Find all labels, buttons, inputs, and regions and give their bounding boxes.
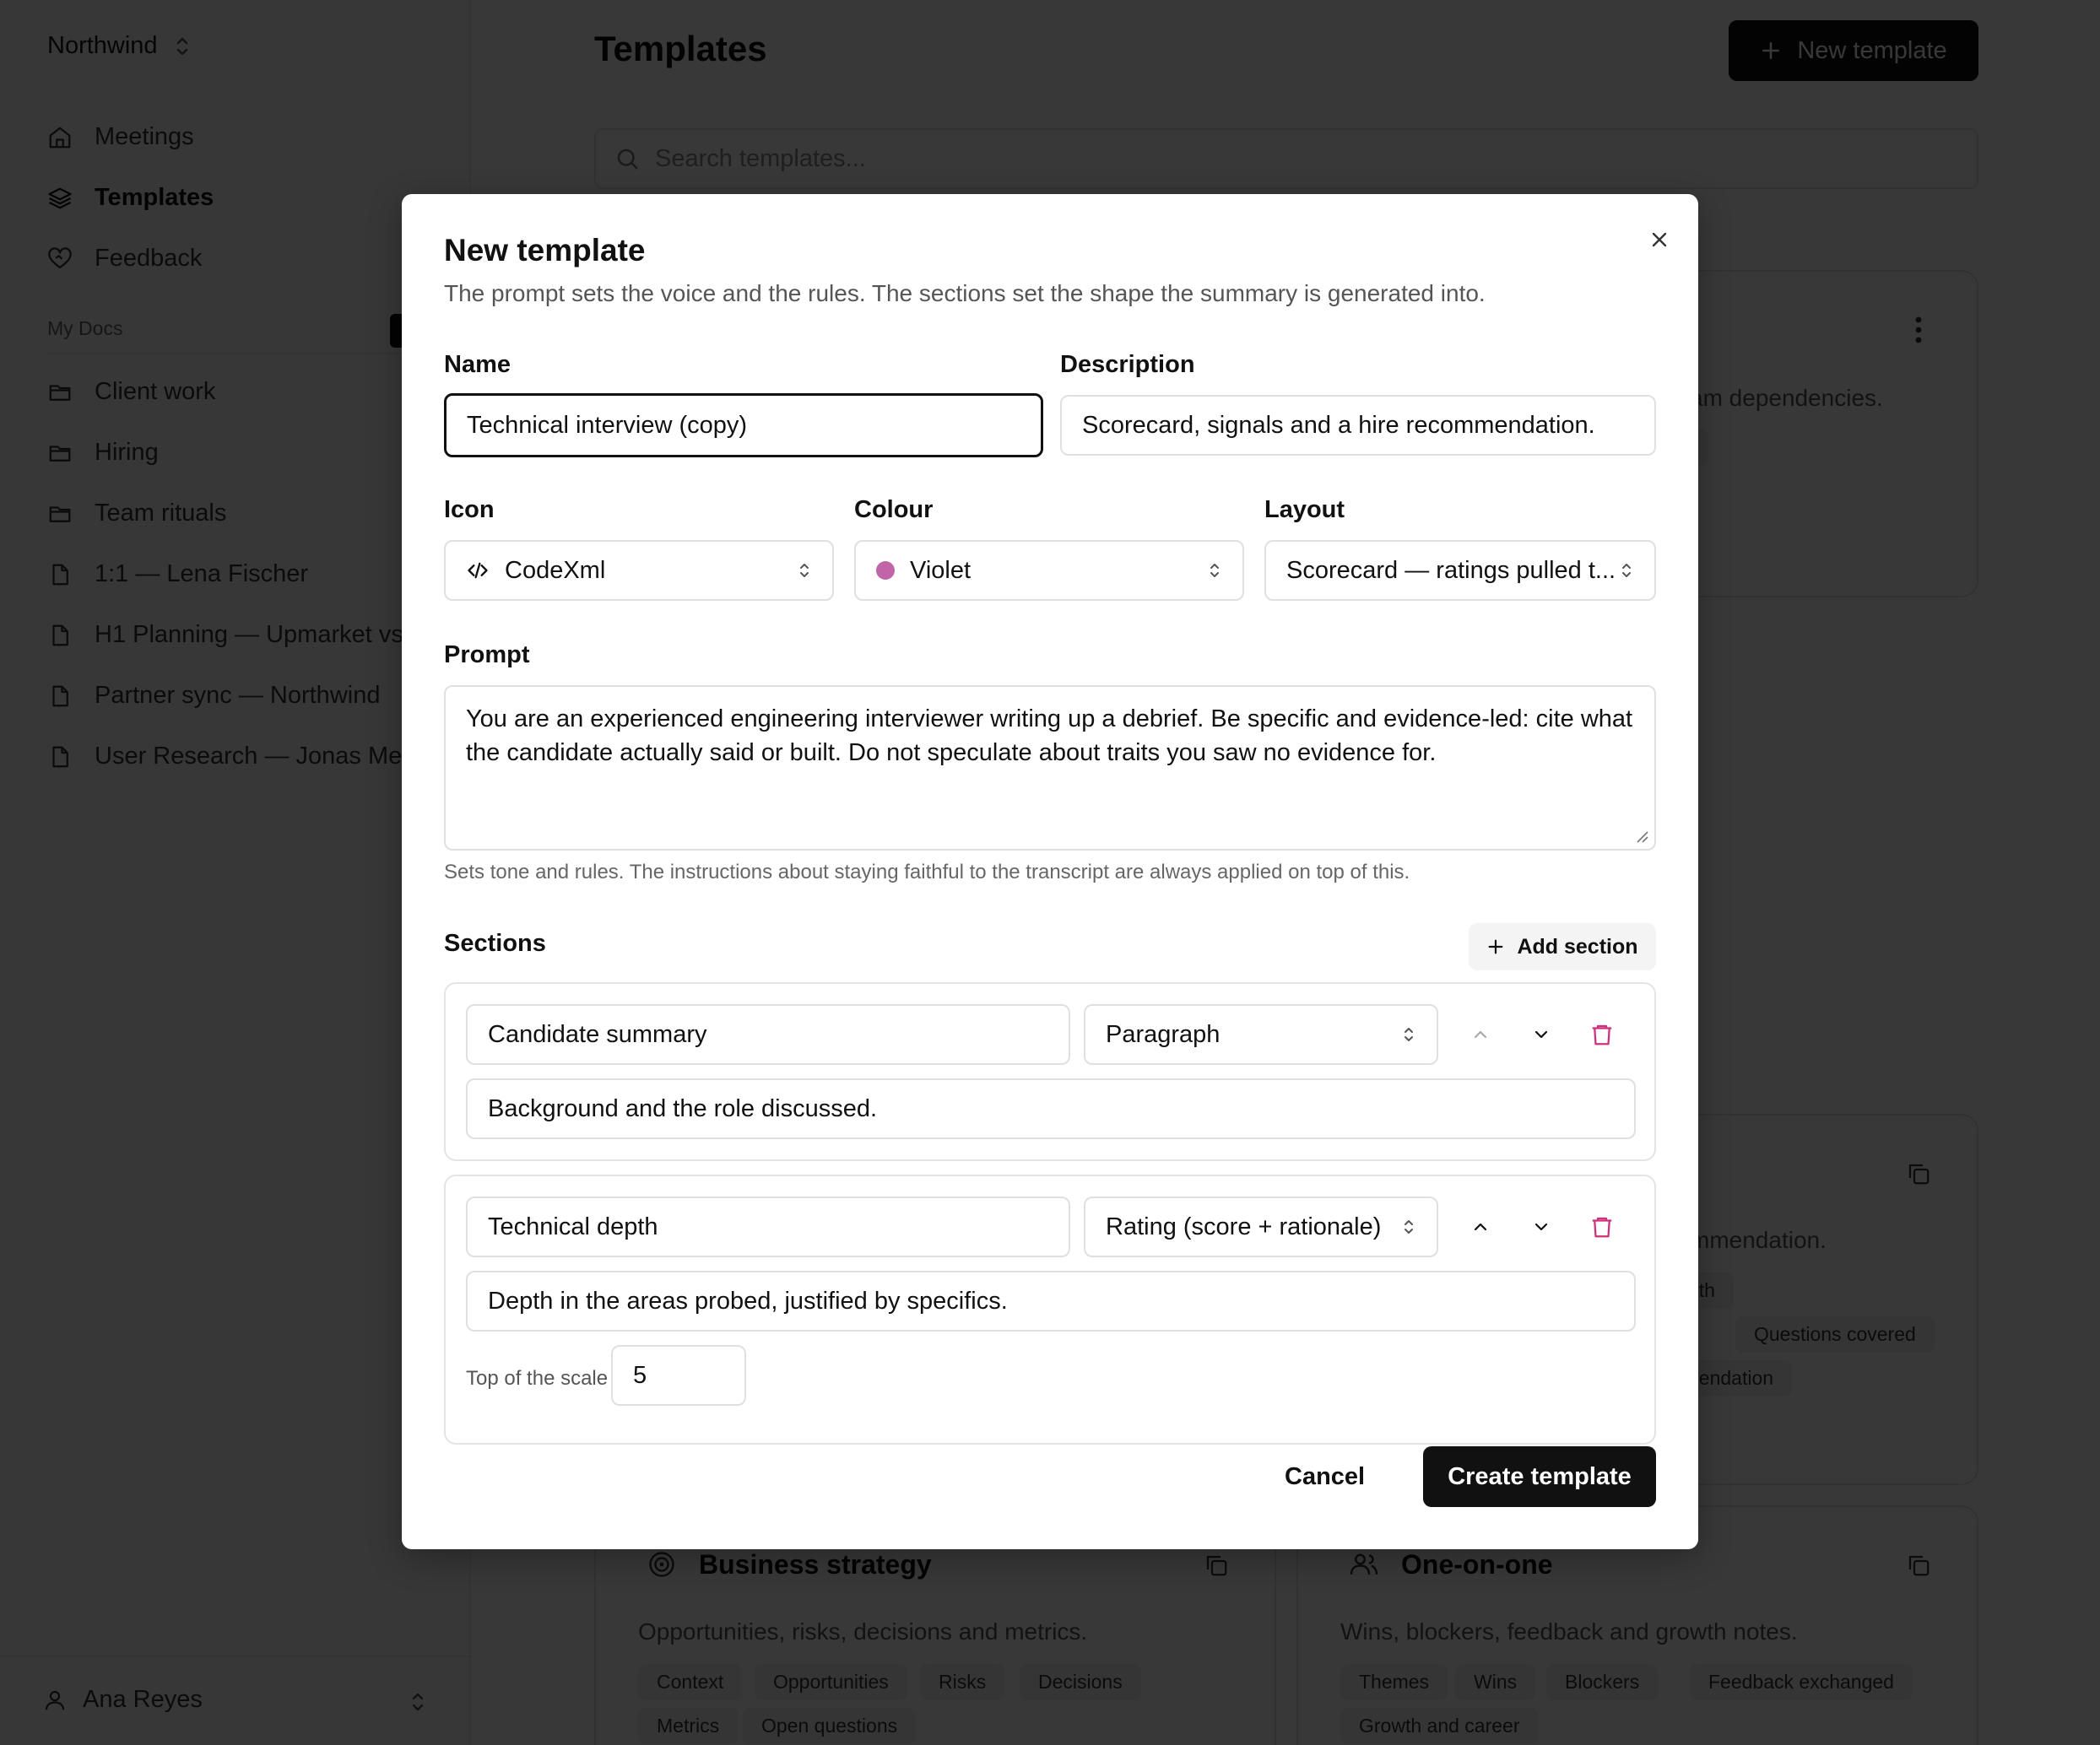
chevron-down-icon bbox=[1531, 1217, 1551, 1237]
create-template-button[interactable]: Create template bbox=[1423, 1446, 1656, 1507]
icon-label: Icon bbox=[444, 496, 495, 523]
plus-icon bbox=[1486, 937, 1505, 956]
scale-label: Top of the scale bbox=[466, 1367, 609, 1390]
prompt-text: You are an experienced engineering interviewer writing up a debrief. Be specific and evidence-led: cite what the candidate actually said or built. Do not speculate about traits you saw no evidence for. bbox=[466, 705, 1633, 766]
layout-select-value: Scorecard — ratings pulled t... bbox=[1286, 556, 1616, 584]
resize-handle-icon[interactable] bbox=[1634, 829, 1649, 844]
cancel-button[interactable]: Cancel bbox=[1285, 1463, 1366, 1490]
sections-scroll-area[interactable] bbox=[444, 982, 1659, 1617]
section-type-value: Rating (score + rationale) bbox=[1106, 1213, 1382, 1240]
name-label: Name bbox=[444, 351, 511, 378]
prompt-hint: Sets tone and rules. The instructions about staying faithful to the transcript are always applied on top of this. bbox=[444, 861, 1410, 883]
close-button[interactable] bbox=[1643, 223, 1676, 257]
colour-swatch bbox=[876, 561, 895, 580]
delete-section-button[interactable] bbox=[1585, 1210, 1619, 1244]
delete-section-button[interactable] bbox=[1585, 1018, 1619, 1051]
layout-select[interactable] bbox=[1264, 540, 1656, 601]
section-description-input[interactable]: Background and the role discussed. bbox=[466, 1078, 1636, 1139]
section-type-select[interactable] bbox=[1084, 1004, 1438, 1065]
trash-icon bbox=[1589, 1214, 1615, 1240]
move-down-button[interactable] bbox=[1524, 1210, 1558, 1244]
chevron-up-icon bbox=[1470, 1217, 1491, 1237]
move-up-button[interactable] bbox=[1464, 1210, 1497, 1244]
layout-label: Layout bbox=[1264, 496, 1345, 523]
chevron-updown-icon bbox=[1401, 1216, 1416, 1238]
close-icon bbox=[1649, 230, 1670, 250]
section-description-input[interactable]: Depth in the areas probed, justified by specifics. bbox=[466, 1271, 1636, 1332]
chevron-updown-icon bbox=[1401, 1024, 1416, 1045]
chevron-updown-icon bbox=[1207, 559, 1222, 581]
colour-select[interactable] bbox=[854, 540, 1244, 601]
colour-label: Colour bbox=[854, 496, 934, 523]
icon-select[interactable] bbox=[444, 540, 834, 601]
move-up-button[interactable] bbox=[1464, 1018, 1497, 1051]
trash-icon bbox=[1589, 1022, 1615, 1047]
add-section-button[interactable] bbox=[1469, 923, 1656, 970]
section-type-select[interactable] bbox=[1084, 1197, 1438, 1257]
section-card bbox=[444, 982, 1656, 1161]
move-down-button[interactable] bbox=[1524, 1018, 1558, 1051]
dialog-title: New template bbox=[444, 233, 646, 267]
colour-select-value: Violet bbox=[910, 556, 972, 584]
description-label: Description bbox=[1060, 351, 1195, 378]
new-template-dialog bbox=[402, 194, 1698, 1549]
prompt-textarea[interactable] bbox=[444, 685, 1656, 851]
chevron-updown-icon bbox=[797, 559, 812, 581]
section-title-input[interactable]: Technical depth bbox=[466, 1197, 1070, 1257]
section-card bbox=[444, 1175, 1656, 1445]
chevron-updown-icon bbox=[1619, 559, 1634, 581]
chevron-down-icon bbox=[1531, 1024, 1551, 1045]
section-type-value: Paragraph bbox=[1106, 1020, 1220, 1048]
section-title-input[interactable]: Candidate summary bbox=[466, 1004, 1070, 1065]
description-input[interactable]: Scorecard, signals and a hire recommendation. bbox=[1060, 395, 1656, 456]
dialog-subtitle: The prompt sets the voice and the rules. The sections set the shape the summary is generated into. bbox=[444, 280, 1486, 306]
scale-max-input[interactable]: 5 bbox=[611, 1345, 746, 1406]
icon-select-value: CodeXml bbox=[505, 556, 606, 584]
sections-label: Sections bbox=[444, 930, 546, 957]
name-input[interactable]: Technical interview (copy) bbox=[444, 393, 1043, 457]
code-xml-icon bbox=[466, 559, 490, 582]
prompt-label: Prompt bbox=[444, 641, 530, 668]
chevron-up-icon bbox=[1470, 1024, 1491, 1045]
add-section-label: Add section bbox=[1517, 934, 1638, 959]
